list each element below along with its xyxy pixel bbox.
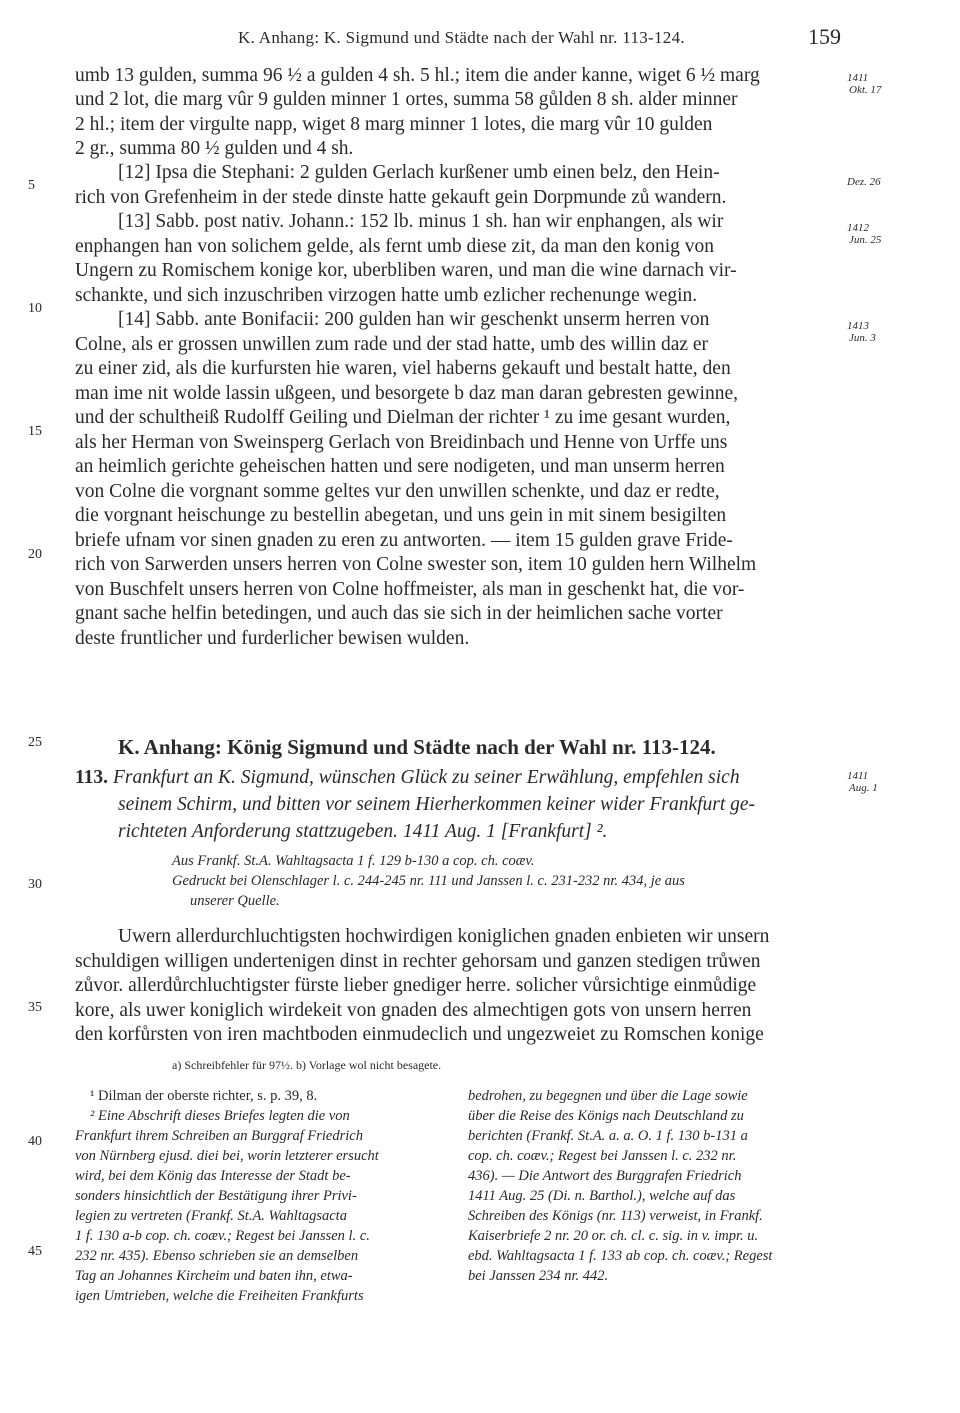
footnote-line: cop. ch. coæv.; Regest bei Janssen l. c. 232 nr. (468, 1148, 737, 1164)
section-heading: K. Anhang: König Sigmund und Städte nach der Wahl nr. 113-124. (118, 735, 716, 759)
footnote-line: 232 nr. 435). Ebenso schrieben sie an demselben (75, 1248, 359, 1264)
letter-line: zůvor. allerdůrchluchtigster fürste lieber gnediger herre. solicher vůrsichtige einmůdige (75, 975, 757, 996)
body-line: gnant sache helfin betedingen, und auch das sie sich in der heimlichen sache vorter (75, 603, 723, 624)
body-line: zu einer zid, als die kurfursten hie waren, viel haberns gekauft und bestalt hatte, den (75, 358, 731, 379)
footnote-line: 1411 Aug. 25 (Di. n. Barthol.), welche auf das (468, 1188, 736, 1204)
margin-date (847, 72, 907, 96)
margin-date-day: Jun. 25 (849, 234, 882, 246)
line-number: 30 (28, 877, 42, 892)
page-header (0, 24, 960, 58)
footnote-line: sonders hinsichtlich der Bestätigung ihrer Privi- (75, 1188, 357, 1204)
footnote-line: Schreiben des Königs (nr. 113) verweist, in Frankf. (468, 1208, 763, 1224)
footnote-line: igen Umtrieben, welche die Freiheiten Frankfurts (75, 1288, 364, 1304)
body-line: rich von Grefenheim in der stede dinste hatte gekauft gein Dorpmunde zů wandern. (75, 187, 727, 208)
body-line: Colne, als er grossen unwillen zum rade und der stad hatte, umb des willin daz er (75, 334, 709, 355)
body-line: und der schultheiß Rudolff Geiling und Dielman der richter ¹ zu ime gesant wurden, (75, 407, 731, 428)
margin-date (847, 320, 907, 344)
body-line: als her Herman von Sweinsperg Gerlach von Breidinbach und Henne von Urffe uns (75, 432, 728, 453)
body-line: von Buschfelt unsers herren von Colne hoffmeister, als man in geschenkt hat, die vor- (75, 579, 745, 600)
margin-date-year: 1411 (847, 770, 869, 782)
body-line: und 2 lot, die marg vûr 9 gulden minner 1 ortes, summa 58 gůlden 8 sh. alder minner (75, 89, 738, 110)
body-line: die vorgnant heischunge zu bestellin abegetan, und uns gein in mit sinem besigilten (75, 505, 727, 526)
line-number: 35 (28, 1000, 42, 1015)
footnote-line: ¹ Dilman der oberste richter, s. p. 39, 8. (90, 1088, 318, 1104)
footnote-line: Frankfurt ihrem Schreiben an Burggraf Friedrich (75, 1128, 363, 1144)
footnote-line: von Nürnberg ejusd. diei bei, worin letzterer ersucht (75, 1148, 379, 1164)
body-line: 2 gr., summa 80 ½ gulden und 4 sh. (75, 138, 354, 159)
body-line: von Colne die vorgnant somme geltes vur den unwillen schenkte, und daz er redte, (75, 481, 720, 502)
doc-heading-line (75, 764, 845, 791)
page-number: 159 (808, 24, 841, 49)
body-line: rich von Sarwerden unsers herren von Colne swester son, item 10 gulden hern Wilhelm (75, 554, 757, 575)
body-line: schankte, und sich inzuschriben virzogen hatte umb ezlicher rechenunge wegin. (75, 285, 698, 306)
line-number: 40 (28, 1134, 42, 1149)
margin-date-day: Jun. 3 (849, 332, 876, 344)
footnote-line: bedrohen, zu begegnen und über die Lage sowie (468, 1088, 748, 1104)
footnote-line: wird, bei dem König das Interesse der Stadt be- (75, 1168, 351, 1184)
body-line: 2 hl.; item der virgulte napp, wiget 8 marg minner 1 lotes, die marg vûr 10 gulden (75, 114, 713, 135)
footnote-line: bei Janssen 234 nr. 442. (468, 1268, 609, 1284)
doc-number: 113. (75, 767, 109, 788)
source-line: unserer Quelle. (190, 893, 280, 909)
footnote-line: berichten (Frankf. St.A. a. a. O. 1 f. 130 b-131 a (468, 1128, 748, 1144)
margin-date-year: 1412 (847, 222, 869, 234)
margin-date-day: Dez. 26 (847, 176, 881, 188)
body-line: enphangen han von solichem gelde, als fernt umb diese zit, da man den konig von (75, 236, 714, 257)
running-title: K. Anhang: K. Sigmund und Städte nach der Wahl nr. 113-124. (238, 28, 685, 47)
body-line: Ungern zu Romischem konige kor, uberbliben waren, und man die wine darnach vir- (75, 260, 737, 281)
margin-date (847, 222, 907, 246)
line-number: 10 (28, 301, 42, 316)
line-number: 15 (28, 424, 42, 439)
margin-date-day: Okt. 17 (849, 84, 882, 96)
footnote-line: 1 f. 130 a-b cop. ch. coæv.; Regest bei Janssen l. c. (75, 1228, 370, 1244)
footnote-line: Kaiserbriefe 2 nr. 20 or. ch. cl. c. sig. in v. impr. u. (468, 1228, 759, 1244)
body-line: [12] Ipsa die Stephani: 2 gulden Gerlach kurßener umb einen belz, den Hein- (118, 162, 720, 183)
body-line: umb 13 gulden, summa 96 ½ a gulden 4 sh. 5 hl.; item die ander kanne, wiget 6 ½ marg (75, 65, 760, 86)
body-line: [13] Sabb. post nativ. Johann.: 152 lb. minus 1 sh. han wir enphangen, als wir (118, 211, 724, 232)
source-line: Gedruckt bei Olenschlager l. c. 244-245 nr. 111 und Janssen l. c. 231-232 nr. 434, je aus (172, 873, 685, 889)
footnote-line: ebd. Wahltagsacta 1 f. 133 ab cop. ch. coæv.; Regest (468, 1248, 773, 1264)
letter-line: Uwern allerdurchluchtigsten hochwirdigen koniglichen gnaden enbieten wir unsern (118, 926, 770, 947)
letter-line: schuldigen willigen undertenigen dinst in rechter gehorsam und ganzen stedigen trůwen (75, 951, 761, 972)
letter-line: den korfůrsten von iren machtboden einmudeclich und ungezweiet zu Romschen konige (75, 1024, 764, 1045)
line-number: 25 (28, 735, 42, 750)
body-line: [14] Sabb. ante Bonifacii: 200 gulden han wir geschenkt unserm herren von (118, 309, 710, 330)
body-line: man ime nit wolde lassin ußgeen, und besorgete b daz man daran gebresten gewinne, (75, 383, 738, 404)
margin-date-day: Aug. 1 (849, 782, 878, 794)
text-notes: a) Schreibfehler für 97½. b) Vorlage wol nicht besagete. (172, 1058, 442, 1072)
body-line: deste fruntlicher und furderlicher bewisen wulden. (75, 628, 470, 649)
footnote-line: über die Reise des Königs nach Deutschland zu (468, 1108, 744, 1124)
source-line: Aus Frankf. St.A. Wahltagsacta 1 f. 129 b-130 a cop. ch. coæv. (172, 853, 535, 869)
footnote-line: 436). — Die Antwort des Burggrafen Friedrich (468, 1168, 742, 1184)
margin-date-year: 1411 (847, 72, 869, 84)
body-line: briefe ufnam vor sinen gnaden zu eren zu antworten. — item 15 gulden grave Fride- (75, 530, 733, 551)
letter-line: kore, als uwer koniglich wirdekeit von gnaden des almechtigen gots von unsern herren (75, 1000, 752, 1021)
footnote-line: Tag an Johannes Kircheim und baten ihn, etwa- (75, 1268, 353, 1284)
doc-heading-line: seinem Schirm, und bitten vor seinem Hierherkommen keiner wider Frankfurt ge- (118, 794, 756, 815)
doc-heading-line: richteten Anforderung stattzugeben. 1411 Aug. 1 [Frankfurt] ². (118, 821, 608, 842)
line-number: 20 (28, 547, 42, 562)
doc-title: Frankfurt an K. Sigmund, wünschen Glück zu seiner Erwählung, empfehlen sich (112, 767, 740, 788)
line-number: 5 (28, 178, 35, 193)
footnote-line: ² Eine Abschrift dieses Briefes legten die von (90, 1108, 350, 1124)
margin-date-year: 1413 (847, 320, 869, 332)
footnote-line: legien zu vertreten (Frankf. St.A. Wahltagsacta (75, 1208, 347, 1224)
line-number: 45 (28, 1244, 42, 1259)
margin-date (847, 176, 907, 188)
body-line: an heimlich gerichte geheischen hatten und sere nodigeten, und man unserm herren (75, 456, 725, 477)
